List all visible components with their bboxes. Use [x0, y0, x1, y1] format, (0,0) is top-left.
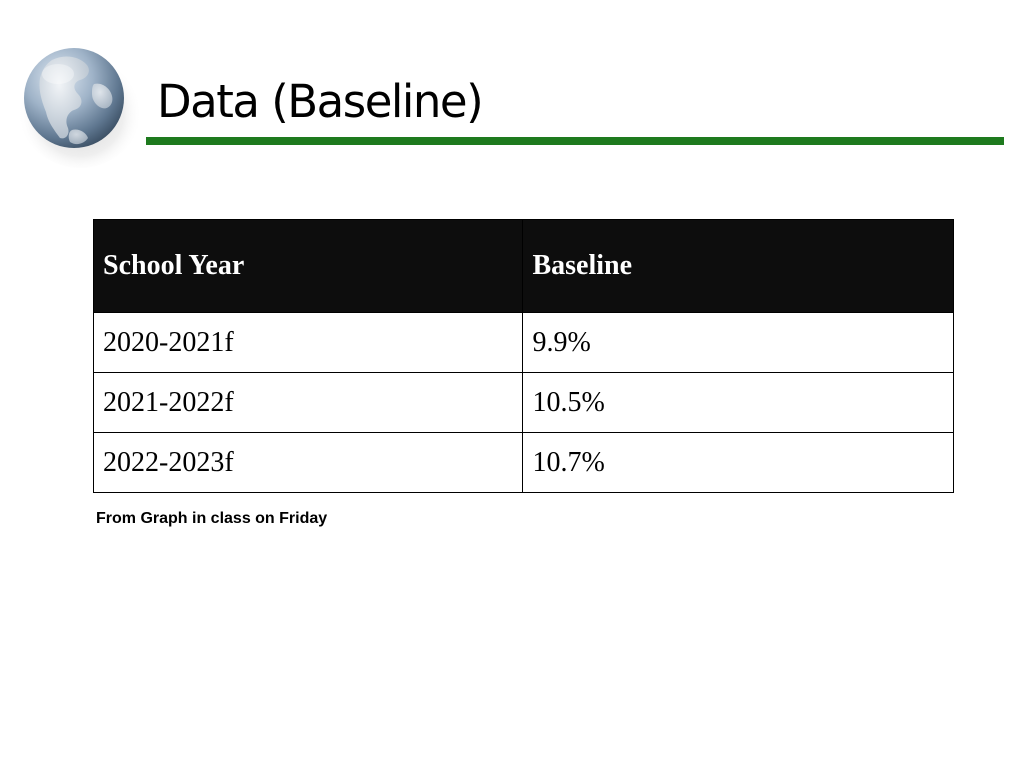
school-year-cell: 2020-2021f [94, 313, 523, 373]
baseline-cell: 9.9% [523, 313, 954, 373]
table-row [94, 313, 954, 373]
school-year-cell: 2021-2022f [94, 373, 523, 433]
column-header-school-year: School Year [94, 220, 523, 313]
baseline-cell: 10.5% [523, 373, 954, 433]
baseline-table [93, 219, 954, 493]
baseline-cell: 10.7% [523, 433, 954, 493]
globe-icon [12, 30, 142, 170]
source-note: From Graph in class on Friday [96, 510, 328, 527]
school-year-cell: 2022-2023f [94, 433, 523, 493]
title-divider [146, 137, 1004, 145]
page-title: Data (Baseline) [157, 75, 483, 128]
column-header-baseline: Baseline [523, 220, 954, 313]
table-row [94, 373, 954, 433]
table-row [94, 433, 954, 493]
table-header-row [94, 220, 954, 313]
